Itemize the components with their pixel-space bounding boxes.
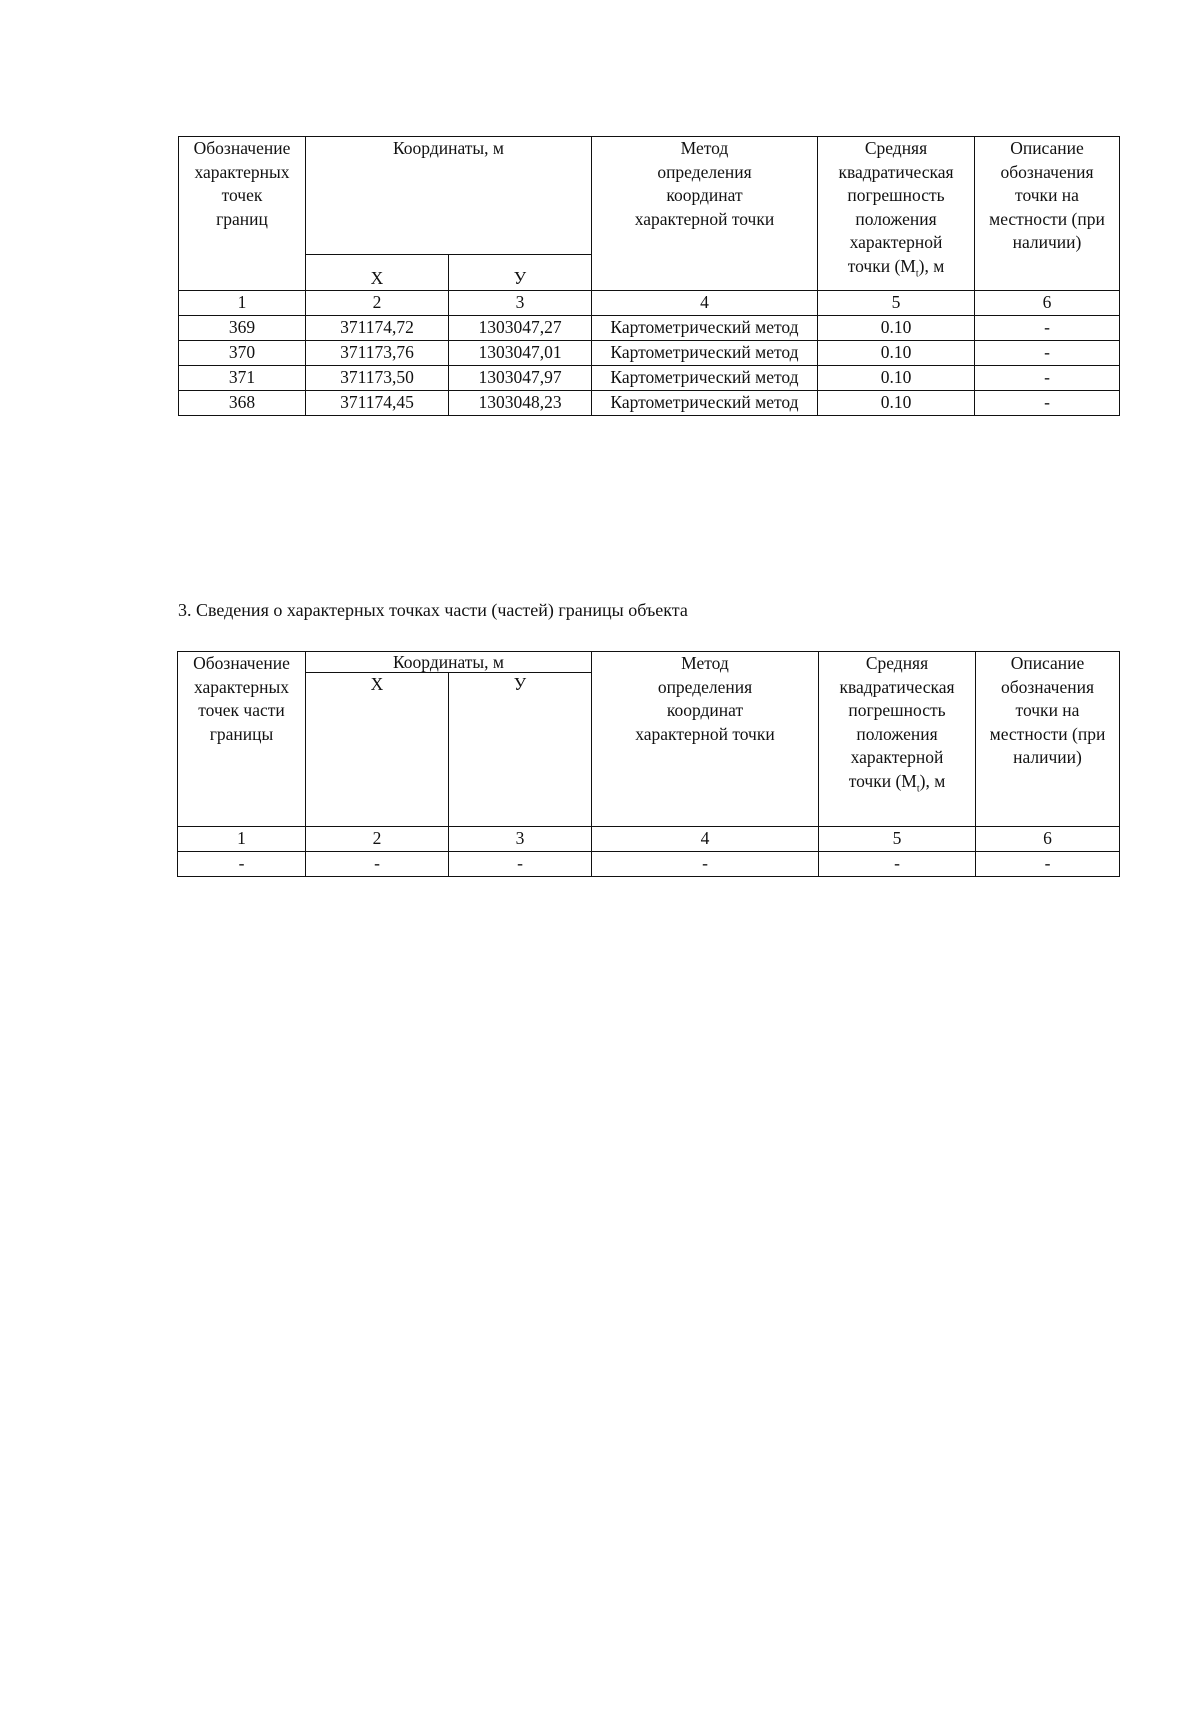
header-error-tail: ), м	[918, 255, 945, 276]
header-error-text: Средняя квадратическая погрешность положения характерной точки (М	[839, 653, 955, 791]
table-row	[178, 852, 1120, 877]
boundary-part-points-table	[177, 651, 1120, 877]
header-description: Описание обозначения точки на местности (при наличии)	[976, 652, 1120, 827]
point-id: -	[178, 852, 306, 877]
column-numbers-row	[179, 291, 1120, 316]
column-number: 2	[306, 827, 449, 852]
point-id: 369	[179, 316, 306, 341]
column-number: 4	[592, 291, 818, 316]
method: Картометрический метод	[592, 391, 818, 416]
table-row	[179, 316, 1120, 341]
column-number: 3	[449, 827, 592, 852]
header-error-subscript: t	[916, 783, 920, 794]
header-coordinates: Координаты, м	[306, 137, 592, 255]
column-number: 6	[976, 827, 1120, 852]
coord-y: 1303047,01	[449, 341, 592, 366]
header-designation: Обозначение характерных точек части границы	[178, 652, 306, 827]
column-numbers-row	[178, 827, 1120, 852]
header-method: Метод определения координат характерной точки	[592, 652, 819, 827]
header-error	[819, 652, 976, 827]
header-designation: Обозначение характерных точек границ	[179, 137, 306, 291]
boundary-points-table	[178, 136, 1120, 416]
table-row	[179, 391, 1120, 416]
method: Картометрический метод	[592, 341, 818, 366]
error-value: 0.10	[818, 366, 975, 391]
column-number: 6	[975, 291, 1120, 316]
column-number: 1	[178, 827, 306, 852]
method: -	[592, 852, 819, 877]
description: -	[976, 852, 1120, 877]
header-y: У	[449, 673, 592, 827]
header-error-tail: ), м	[919, 770, 946, 791]
point-id: 370	[179, 341, 306, 366]
error-value: 0.10	[818, 391, 975, 416]
column-number: 5	[818, 291, 975, 316]
section-heading: 3. Сведения о характерных точках части (частей) границы объекта	[178, 600, 688, 620]
description: -	[975, 366, 1120, 391]
description: -	[975, 391, 1120, 416]
header-error	[818, 137, 975, 291]
point-id: 371	[179, 366, 306, 391]
header-error-text: Средняя квадратическая погрешность положения характерной точки (М	[838, 138, 954, 276]
column-number: 1	[179, 291, 306, 316]
table-row	[179, 341, 1120, 366]
method: Картометрический метод	[592, 316, 818, 341]
coord-y: 1303048,23	[449, 391, 592, 416]
column-number: 2	[306, 291, 449, 316]
error-value: -	[819, 852, 976, 877]
header-x: Х	[306, 673, 449, 827]
coord-x: 371173,76	[306, 341, 449, 366]
error-value: 0.10	[818, 341, 975, 366]
header-x: Х	[306, 255, 449, 291]
header-description: Описание обозначения точки на местности (при наличии)	[975, 137, 1120, 291]
coord-x: 371174,45	[306, 391, 449, 416]
error-value: 0.10	[818, 316, 975, 341]
point-id: 368	[179, 391, 306, 416]
coord-y: -	[449, 852, 592, 877]
coord-x: -	[306, 852, 449, 877]
table-row	[179, 366, 1120, 391]
description: -	[975, 316, 1120, 341]
coord-y: 1303047,27	[449, 316, 592, 341]
column-number: 5	[819, 827, 976, 852]
column-number: 4	[592, 827, 819, 852]
header-coordinates: Координаты, м	[306, 652, 592, 673]
column-number: 3	[449, 291, 592, 316]
header-y: У	[449, 255, 592, 291]
method: Картометрический метод	[592, 366, 818, 391]
coord-y: 1303047,97	[449, 366, 592, 391]
header-error-subscript: t	[915, 268, 919, 279]
header-method: Метод определения координат характерной точки	[592, 137, 818, 291]
coord-x: 371174,72	[306, 316, 449, 341]
coord-x: 371173,50	[306, 366, 449, 391]
description: -	[975, 341, 1120, 366]
